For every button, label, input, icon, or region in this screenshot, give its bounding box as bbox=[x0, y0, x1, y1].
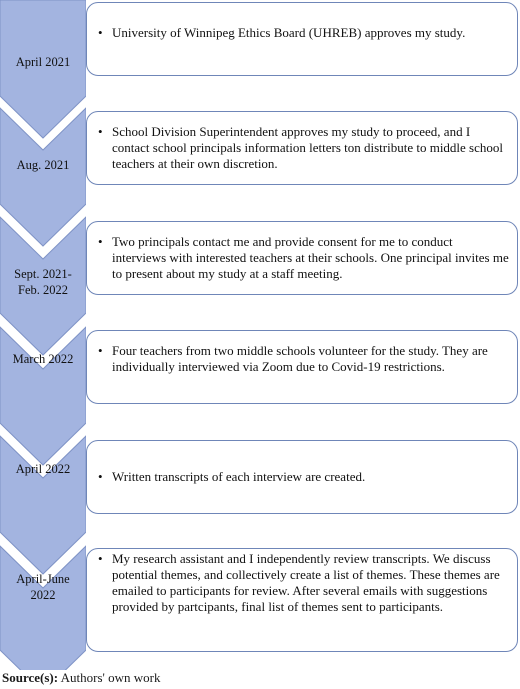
step-date-3: Sept. 2021- Feb. 2022 bbox=[14, 267, 72, 297]
step-description-4: • Four teachers from two middle schools volunteer for the study. They are individually interviewed via Zoom due to Covid-19 restrictions. bbox=[98, 343, 509, 375]
source-text: Authors' own work bbox=[60, 670, 161, 685]
step-date-5: April 2022 bbox=[15, 462, 71, 476]
step-box-3 bbox=[86, 221, 518, 295]
source-line bbox=[2, 670, 160, 686]
step-box-6 bbox=[86, 548, 518, 652]
step-description-2: • School Division Superintendent approves my study to proceed, and I contact school principals information letters ton distribute to middle school teachers at their own discretion. bbox=[98, 124, 509, 172]
step-description-3: • Two principals contact me and provide consent for me to conduct interviews with interested teachers at their schools. One principal invites me to present about my study at a staff meeting. bbox=[98, 234, 509, 282]
step-box-5 bbox=[86, 440, 518, 514]
step-date-4: March 2022 bbox=[12, 352, 74, 366]
step-box-2 bbox=[86, 111, 518, 185]
step-box-4 bbox=[86, 330, 518, 404]
step-description-1: • University of Winnipeg Ethics Board (UHREB) approves my study. bbox=[98, 25, 509, 41]
step-date-6: April-June 2022 bbox=[16, 572, 70, 602]
chevron-column bbox=[0, 0, 86, 670]
step-description-5: • Written transcripts of each interview are created. bbox=[98, 469, 509, 485]
source-label: Source(s): bbox=[2, 670, 59, 685]
step-box-1 bbox=[86, 2, 518, 76]
step-date-2: Aug. 2021 bbox=[16, 158, 70, 172]
step-description-6: • My research assistant and I independently review transcripts. We discuss potential themes, and collectively create a list of themes. These themes are emailed to participants for review. After several emails with suggestions provided by partcipants, final list of themes sent to participants. bbox=[98, 551, 509, 615]
step-date-1: April 2021 bbox=[15, 55, 71, 69]
